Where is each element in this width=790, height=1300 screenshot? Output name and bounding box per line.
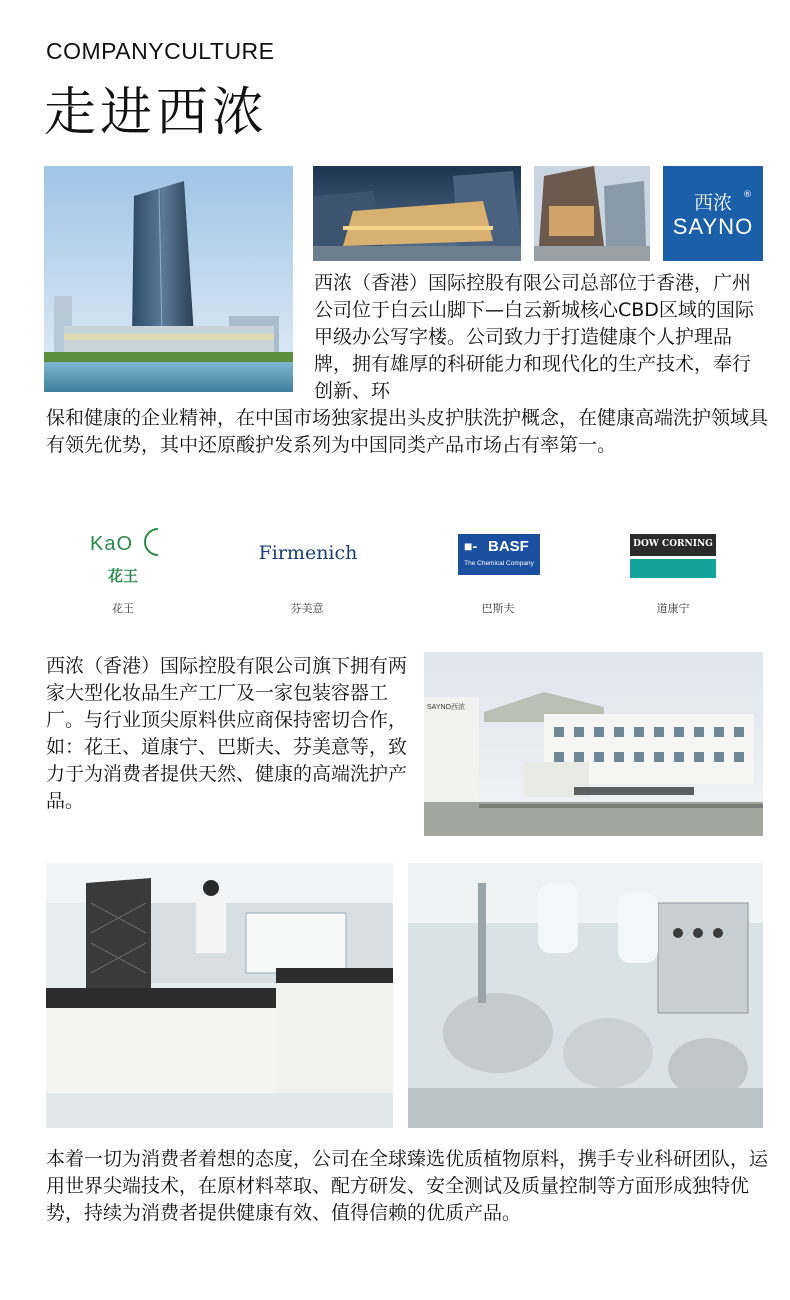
kao-logo [88,527,168,589]
brand-logo-en: SAYNO [672,214,754,239]
production-line-photo [408,863,763,1128]
page-title: 走进西浓 [44,83,269,143]
basf-caption: 巴斯夫 [481,602,515,615]
sayno-brand-logo [663,166,763,261]
intro-text-full: 保和健康的企业精神，在中国市场独家提出头皮护肤洗护概念，在健康高端洗护领域具有领先优势，其中还原酸护发系列为中国同类产品市场占有率第一。 [46,407,769,456]
factory-photo [424,652,763,836]
dow-corning-bottom-band [630,559,716,578]
firmenich-caption: 芬美意 [290,602,324,615]
basf-logo [458,534,540,575]
intro-text-right: 西浓（香港）国际控股有限公司总部位于香港，广州公司位于白云山脚下—白云新城核心CBD区域的国际甲级办公写字楼。公司致力于打造健康个人护理品牌，拥有雄厚的科研能力和现代化的生产技术，奉行创新、环 [314,272,754,402]
basf-logo-text: BASF [488,538,529,555]
brand-logo-cn: 西浓 [693,192,732,214]
brand-logo-mark: ® [743,190,752,200]
dow-corning-logo-text: DOW CORNING [633,539,713,549]
kao-moon-icon [140,527,166,557]
firmenich-logo [258,542,358,572]
dow-corning-caption: 道康宁 [656,602,690,615]
firmenich-logo-text: Firmenich [258,542,358,564]
factory-sign: SAYNO西浓 [427,704,465,711]
factory-text: 西浓（香港）国际控股有限公司旗下拥有两家大型化妆品生产工厂及一家包装容器工厂。与行业顶尖原料供应商保持密切合作，如：花王、道康宁、巴斯夫、芬美意等，致力于为消费者提供天然、健康的高端洗护产品。 [46,655,408,812]
dow-corning-logo [630,534,716,578]
kao-caption: 花王 [112,602,134,615]
mall-render-photo [313,166,521,261]
headquarters-tower-photo [44,166,293,392]
dow-corning-top-band [630,534,716,556]
kao-logo-sub: 花王 [108,567,139,585]
basf-logo-prefix: ■- [464,538,478,554]
section-eyebrow: COMPANYCULTURE [46,38,275,64]
laboratory-photo [46,863,393,1128]
street-building-photo [534,166,650,261]
kao-logo-text: KaO [90,533,134,555]
basf-logo-sub: The Chemical Company [464,560,534,567]
closing-text: 本着一切为消费者着想的态度，公司在全球臻选优质植物原料，携手专业科研团队，运用世界尖端技术，在原材料萃取、配方研发、安全测试及质量控制等方面形成独特优势，持续为消费者提供健康有效、值得信赖的优质产品。 [46,1148,769,1224]
